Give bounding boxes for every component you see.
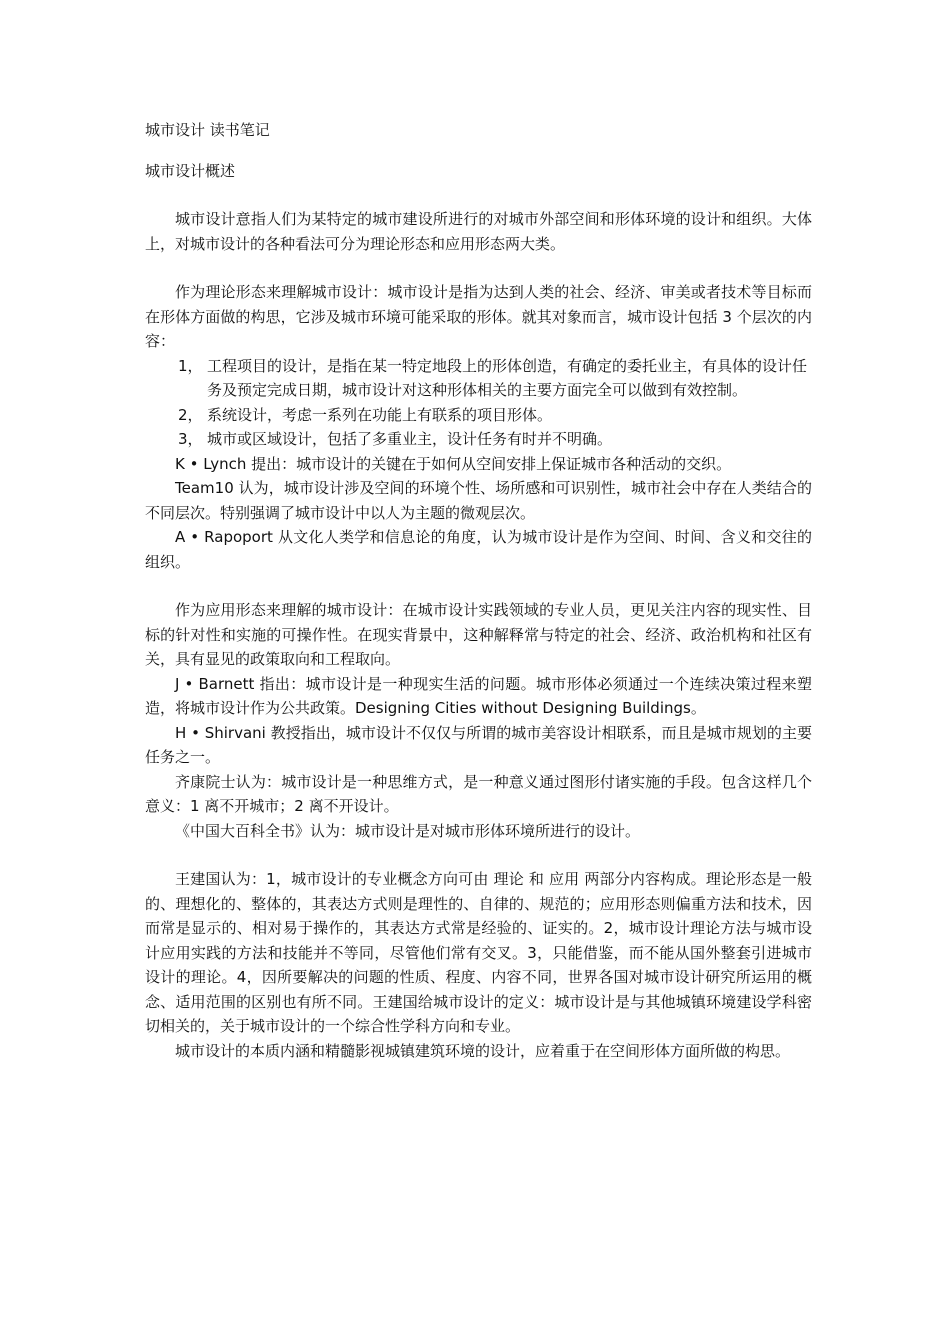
- list-text: 城市或区域设计，包括了多重业主，设计任务有时并不明确。: [207, 430, 613, 448]
- list-number: 1，: [178, 356, 203, 375]
- list-number: 3，: [178, 430, 203, 448]
- paragraph-rapoport: A • Rapoport 从文化人类学和信息论的角度，认为城市设计是作为空间、时间、含义和交往的组织。: [145, 528, 812, 571]
- paragraph-application-form: 作为应用形态来理解的城市设计：在城市设计实践领域的专业人员，更见关注内容的现实性、目标的针对性和实施的可操作性。在现实背景中，这种解释常与特定的社会、经济、政治机构和社区有关，具有显见的政策取向和工程取向。: [145, 601, 812, 668]
- paragraph-qikang: 齐康院士认为：城市设计是一种思维方式，是一种意义通过图形付诸实施的手段。包含这样几个意义：1 离不开城市；2 离不开设计。: [145, 772, 812, 815]
- paragraph-lynch: K • Lynch 提出：城市设计的关键在于如何从空间安排上保证城市各种活动的交织。: [175, 454, 732, 473]
- list-item: [145, 427, 812, 452]
- list-text: 系统设计，考虑一系列在功能上有联系的项目形体。: [207, 405, 553, 424]
- section-heading: 城市设计概述: [145, 161, 236, 180]
- paragraph-encyclopedia: 《中国大百科全书》认为：城市设计是对城市形体环境所进行的设计。: [175, 821, 641, 840]
- document-title: 城市设计 读书笔记: [145, 121, 270, 139]
- list-number: 2，: [178, 405, 203, 424]
- paragraph-wang-jianguo: 王建国认为：1，城市设计的专业概念方向可由 理论 和 应用 两部分内容构成。理论形态是一般的、理想化的、整体的，其表达方式则是理性的、自律的、规范的；应用形态则偏重方法和技术，因而常是显示的、相对易于操作的，其表达方式常是经验的、证实的。2，城市设计理论方法与城市设计应用实践的方法和技能并不等同，尽管他们常有交叉。3，只能借鉴，而不能从国外整套引进城市设计的理论。4，因所要解决的问题的性质、程度、内容不同，世界各国对城市设计研究所运用的概念、适用范围的区别也有所不同。王建国给城市设计的定义：城市设计是与其他城镇环境建设学科密切相关的，关于城市设计的一个综合性学科方向和专业。: [145, 870, 812, 1035]
- list-item: [145, 354, 812, 403]
- paragraph-barnett: J • Barnett 指出：城市设计是一种现实生活的问题。城市形体必须通过一个连续决策过程来塑造，将城市设计作为公共政策。Designing Cities without Designing Buildings。: [145, 674, 812, 717]
- paragraph-essence: 城市设计的本质内涵和精髓影视城镇建筑环境的设计，应着重于在空间形体方面所做的构思。: [175, 1041, 791, 1060]
- list-text: 工程项目的设计，是指在某一特定地段上的形体创造，有确定的委托业主，有具体的设计任务及预定完成日期，城市设计对这种形体相关的主要方面完全可以做到有效控制。: [207, 356, 808, 399]
- levels-list: [145, 354, 812, 452]
- paragraph-theory-form: 作为理论形态来理解城市设计：城市设计是指为达到人类的社会、经济、审美或者技术等目标而在形体方面做的构思，它涉及城市环境可能采取的形体。就其对象而言，城市设计包括 3 个层次的内容：: [145, 283, 812, 350]
- paragraph-team10: Team10 认为，城市设计涉及空间的环境个性、场所感和可识别性，城市社会中存在人类结合的不同层次。特别强调了城市设计中以人为主题的微观层次。: [145, 479, 812, 522]
- list-item: [145, 403, 812, 428]
- paragraph-shirvani: H • Shirvani 教授指出，城市设计不仅仅与所谓的城市美容设计相联系，而且是城市规划的主要任务之一。: [145, 723, 812, 766]
- paragraph-definition: 城市设计意指人们为某特定的城市建设所进行的对城市外部空间和形体环境的设计和组织。大体上，对城市设计的各种看法可分为理论形态和应用形态两大类。: [145, 210, 812, 253]
